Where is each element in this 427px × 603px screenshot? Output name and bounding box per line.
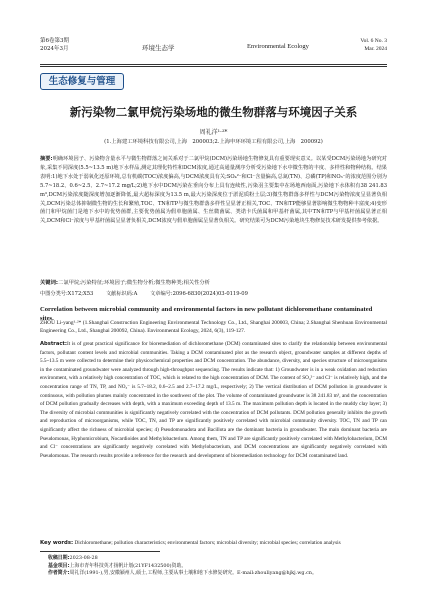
abstract-cn xyxy=(40,155,387,226)
received-value: 2023-08-28 xyxy=(69,555,98,561)
received-label: 收稿日期: xyxy=(48,555,70,561)
fund-value: 上海市青年科技英才扬帆计划(21YF1432500)资助。 xyxy=(69,562,187,569)
authors-en: ZHOU Li-yang¹·²* (1.Shanghai Construction Engineering Environmental Technology Co., Ltd., Shanghai 200003, China; 2.Shanghai Shenhuan Environmental Engineering Co., Ltd., Shanghai 200092, China). Environmental Ecology, 2024, 6(3), 119-127. xyxy=(40,320,387,335)
fund-label: 基金项目: xyxy=(48,562,70,569)
volume-en: Vol. 6 No. 3 xyxy=(360,38,387,44)
authors-cn: 周礼洋¹·²* xyxy=(199,129,228,136)
author-bio xyxy=(48,570,387,578)
keywords-cn-text: 二氯甲烷;污染特征;环境因子;微生物分析;微生物种类;相关性分析 xyxy=(58,280,210,286)
footnote-rule xyxy=(40,551,160,552)
running-header xyxy=(40,38,387,62)
journal-name-en: Environmental Ecology xyxy=(247,43,309,50)
document-code: 文献标识码:A xyxy=(105,291,138,297)
section-label: 生态修复与管理 xyxy=(40,73,124,90)
volume-cn: 第6卷第3期 xyxy=(40,38,69,44)
abstract-en-label: Abstract: xyxy=(40,341,67,347)
header-right xyxy=(360,38,387,53)
affiliation-cn: (1.上海建工环境科技有限公司,上海 200003;2.上海申环环境工程有限公司,上海 200092) xyxy=(104,139,323,145)
abstract-cn-text: 明确环境因子、污染物含量水平与微生物群落之间关系对于二氯甲烷(DCM)污染场地生物修复具有重要现实意义。以某受DCM污染场地为研究对象,采集不同深度(5.5~13.5 m)地下水样品,测定其理化特性和DCM浓度,通过高通量测序分析受污染地下水中微生物的丰度、多样性和物种结构。结果表明:1)地下水处于弱氧化还原环境,总有机碳(TOC)浓度偏高,与DCM浓度具有关;SO₄²⁻和Cl⁻含量偏高,总氮(TN)、总磷(TP)和NO₃⁻的浓度范围分别为5.7~18.2、0.6~2.5、2.7~17.2 mg/L;2)地下水中DCM污染在垂向分布上具有连续性,污染羽主要集中在场地西南面,污染地下水体积有38 241.83 m³,DCM污染浓度随深度增加逐渐降低,最大超标深度为13.5 m,最大污染深度位于淤泥质粉土层;3)微生物群落多样性与DCM污染物浓度呈显著负相关,DCM污染总体抑制微生物的生长和繁殖,TOC、TN和TP与微生物群落多样性呈显著正相关,TOC、TN和TP能够显著影响微生物物种丰富度;4)变形菌门和甲烷菌门是地下水中的优势菌群,主要优势菌属为假单胞菌属、生丝微菌属、类诺卡氏菌属和甲基杆菌属,其中TN和TP与甲基杆菌属显著正相关,DCM和Cl⁻浓度与甲基杆菌属呈显著负相关,DCM浓度与假单胞菌属呈显著负相关。研究结果可为DCM污染地块生物修复技术研发提供参考依据。 xyxy=(40,156,387,225)
abstract-en xyxy=(40,340,387,460)
received-date xyxy=(48,555,387,563)
article-id: 文章编号:2096-6830(2024)03-0119-09 xyxy=(150,291,248,297)
header-left xyxy=(40,38,69,53)
author-bio-label: 作者简介: xyxy=(48,570,70,577)
journal-name-cn: 环境生态学 xyxy=(142,44,175,52)
classification-line xyxy=(40,290,387,297)
footnotes xyxy=(40,555,387,578)
header-rule xyxy=(40,64,387,65)
paper-title-cn: 新污染物二氯甲烷污染场地的微生物群落与环境因子关系 xyxy=(69,105,358,119)
date-en: Mar. 2024 xyxy=(364,45,387,52)
abstract-en-text: It is of great practical significance for bioremediation of dichloromethane (DCM) contaminated sites to clarify the relationship between environmental factors, pollutant content levels and microbial communities. Taking a DCM contaminated plot as the research object, groundwater samples at different depths of 5.5~13.5 m were collected to determine their physicochemical properties and DCM concentration. The abundance, diversity, and species structure of microorganisms in the contaminated groundwater were analyzed through high-throughput sequencing. The results indicate that: 1) Groundwater is in a weak oxidation and reduction environment, with a relatively high concentration of TOC, which is related to the high concentration of DCM. The content of SO₄²⁻ and Cl⁻ is relatively high, and the concentration range of TN, TP, and NO₃⁻ is 5.7~18.2, 0.6~2.5 and 2.7~17.2 mg/L, respectively; 2) The vertical distribution of DCM pollution in groundwater is continuous, with pollution plumes mainly concentrated in the southwest of the plot. The volume of contaminated groundwater is 38 241.83 m³, and the concentration of DCM pollution gradually decreases with depth, with a maximum exceeding depth of 13.5 m. The maximum pollution depth is located in the muddy clay layer; 3) The diversity of microbial communities is significantly negatively correlated with the concentration of DCM pollutants. DCM pollution generally inhibits the growth and reproduction of microorganisms, while TOC, TN, and TP are significantly positively correlated with microbial community diversity. TOC, TN and TP can significantly affect the richness of microbial species; 4) Pseudomonadota and Bacillota are the dominant bacteria in groundwater. The main dominant bacteria are Pseudomonas, Hyphomicrobium, Nocardioides and Methylobacterium. Among them, TN and TP are significantly positively correlated with Methylobacterium, DCM and Cl⁻ concentrations are significantly negatively correlated with Methylobacterium, and DCM concentrations are significantly negatively correlated with Pseudomonas. The research results provide a reference for the research and development of bioremediation technology for DCM contaminated land. xyxy=(40,341,387,459)
keywords-en xyxy=(40,540,387,546)
keywords-en-text: Dichloromethane; pollution characteristics; environmental factors; microbial diversity; microbial species; correlation analysis xyxy=(74,540,341,546)
header-rule-thin xyxy=(40,66,387,67)
keywords-en-label: Key words: xyxy=(40,540,74,546)
author-bio-value: 周礼洋(1991-),男,安徽颍州人,硕士,工程师,主要从事土壤和地下水修复研究。E-mail:zhouliyang@hjkj.wg.cn。 xyxy=(69,570,317,577)
paper-title-en: Correlation between microbial community and environmental factors in new pollutant dichloromethane contaminated sites. xyxy=(40,306,373,322)
abstract-cn-label: 摘要: xyxy=(40,156,53,162)
date-cn: 2024年3月 xyxy=(40,45,69,52)
keywords-cn-label: 关键词: xyxy=(40,280,59,286)
keywords-cn xyxy=(40,278,387,286)
clc-number: 中图分类号:X172;X53 xyxy=(40,291,94,297)
